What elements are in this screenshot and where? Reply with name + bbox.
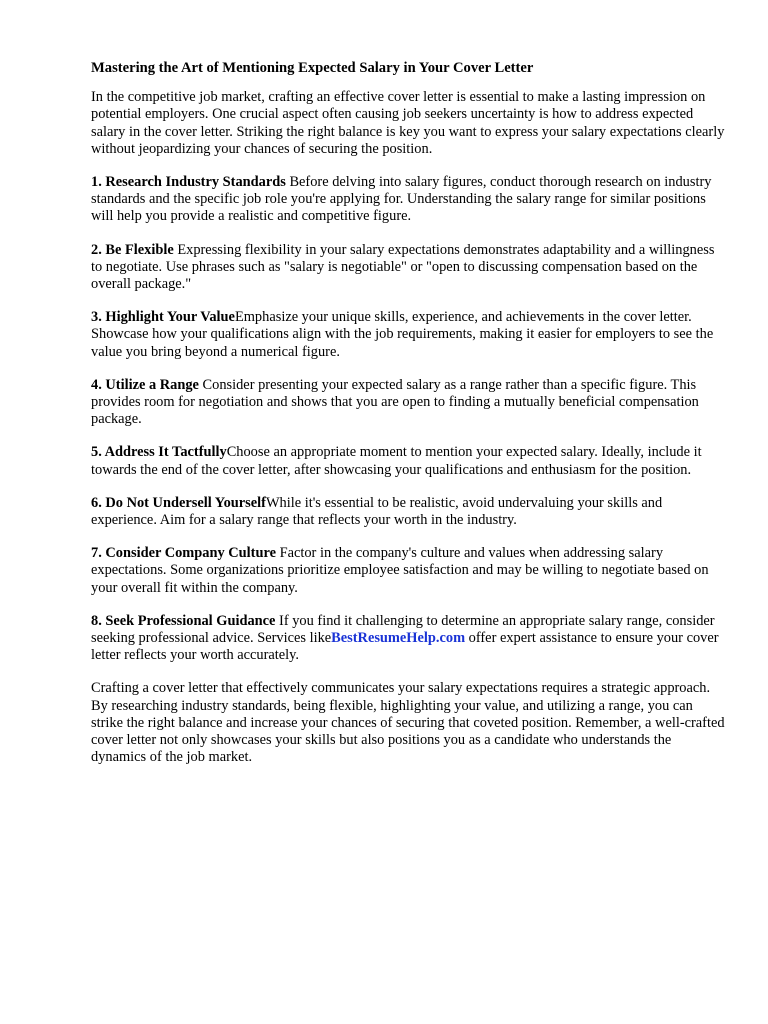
tips-list bbox=[91, 174, 727, 664]
document-page bbox=[91, 60, 727, 783]
tip-item-3 bbox=[91, 309, 727, 361]
tip-item-5 bbox=[91, 444, 727, 478]
tip-body: While it's essential to be realistic, avoid undervaluing your skills and experience. Aim for a salary range that reflects your worth in the industry. bbox=[91, 494, 663, 529]
tip-heading: 6. Do Not Undersell Yourself bbox=[91, 494, 266, 511]
document-title: Mastering the Art of Mentioning Expected Salary in Your Cover Letter bbox=[91, 60, 534, 76]
tip-heading: 2. Be Flexible bbox=[91, 241, 174, 258]
tip-body: Factor in the company's culture and values when addressing salary expectations. Some organizations prioritize employee satisfaction and may be willing to negotiate based on your overall fit within the company. bbox=[91, 545, 709, 596]
tip-body: If you find it challenging to determine an appropriate salary range, consider seeking professional advice. Services like bbox=[91, 612, 715, 647]
conclusion-paragraph: Crafting a cover letter that effectively communicates your salary expectations requires a strategic approach. By researching industry standards, being flexible, highlighting your value, and utilizing a range, you can strike the right balance and increase your chances of securing that coveted position. Remember, a well-crafted cover letter not only showcases your skills but also positions you as a candidate who understands the dynamics of the job market. bbox=[91, 680, 725, 766]
tip-heading: 3. Highlight Your Value bbox=[91, 309, 235, 326]
tip-heading: 4. Utilize a Range bbox=[91, 376, 199, 393]
tip-body-continued: offer expert assistance to ensure your cover letter reflects your worth accurately. bbox=[91, 630, 719, 664]
tip-body: Expressing flexibility in your salary expectations demonstrates adaptability and a willingness to negotiate. Use phrases such as "salary is negotiable" or "open to discussing compensation based on the overall package." bbox=[91, 241, 715, 293]
tip-body: Choose an appropriate moment to mention your expected salary. Ideally, include it towards the end of the cover letter, after showcasing your qualifications and enthusiasm for the position. bbox=[91, 444, 702, 478]
tip-body: Before delving into salary figures, conduct thorough research on industry standards and the specific job role you're applying for. Understanding the salary range for similar positions will help you provide a realistic and competitive figure. bbox=[91, 174, 712, 225]
bestresumehelp-link[interactable]: BestResumeHelp.com bbox=[331, 630, 466, 647]
tip-item-6 bbox=[91, 495, 727, 529]
tip-heading: 5. Address It Tactfully bbox=[91, 444, 227, 461]
tip-heading: 1. Research Industry Standards bbox=[91, 174, 286, 191]
intro-paragraph: In the competitive job market, crafting an effective cover letter is essential to make a lasting impression on potential employers. One crucial aspect often causing job seekers uncertainty is how to address expected salary in the cover letter. Striking the right balance is key you want to express your salary expectations clearly without jeopardizing your chances of securing the position. bbox=[91, 89, 725, 157]
tip-body: Emphasize your unique skills, experience, and achievements in the cover letter. Showcase how your qualifications align with the job requirements, making it easier for employers to see the value you bring beyond a numerical figure. bbox=[91, 309, 714, 360]
tip-heading: 8. Seek Professional Guidance bbox=[91, 612, 276, 629]
tip-item-8 bbox=[91, 613, 727, 665]
tip-heading: 7. Consider Company Culture bbox=[91, 545, 276, 562]
tip-body: Consider presenting your expected salary as a range rather than a specific figure. This provides room for negotiation and shows that you are open to finding a mutually beneficial compensation package. bbox=[91, 376, 699, 428]
tip-item-1 bbox=[91, 174, 727, 226]
tip-item-7 bbox=[91, 545, 727, 597]
tip-item-2 bbox=[91, 242, 727, 294]
tip-item-4 bbox=[91, 377, 727, 429]
